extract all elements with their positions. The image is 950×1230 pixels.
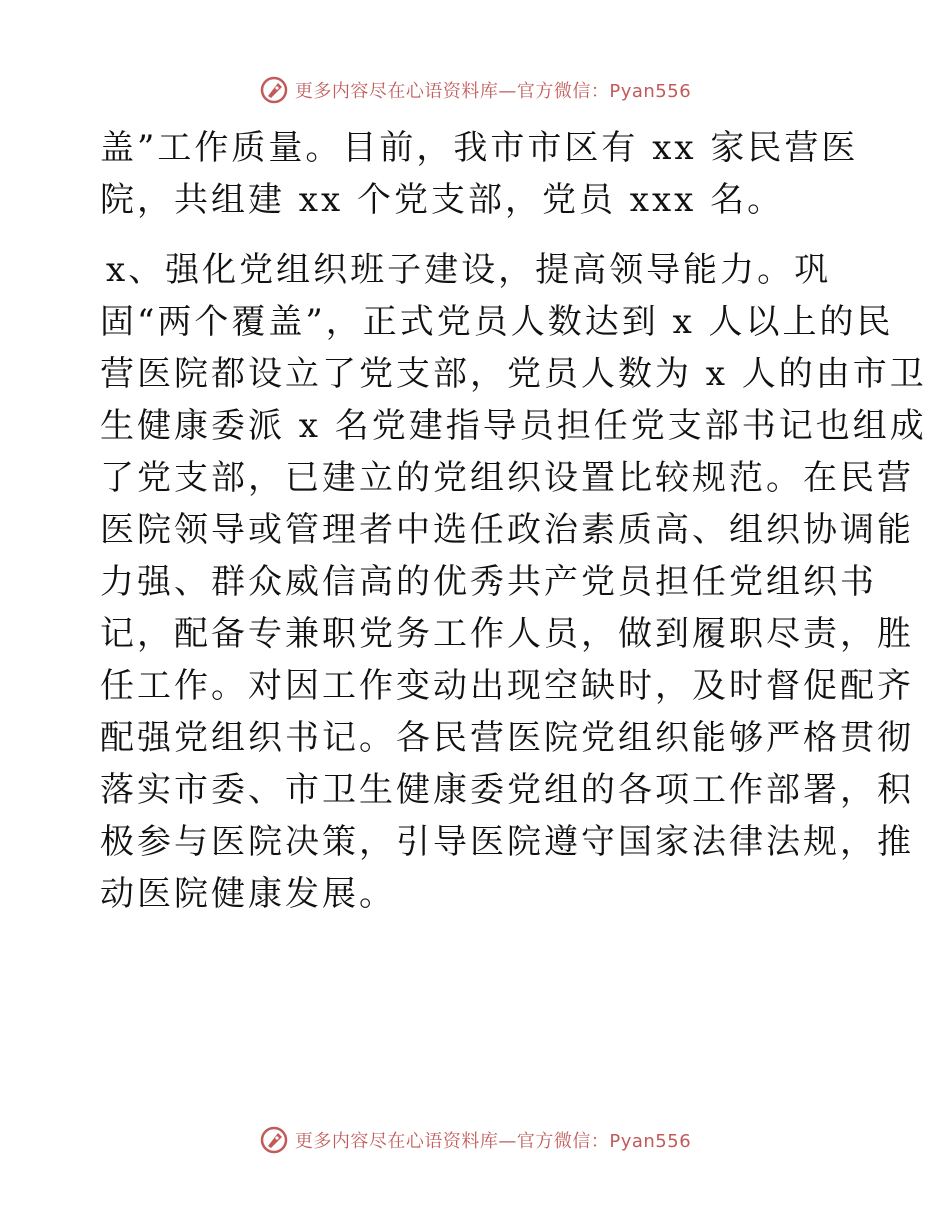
text-line: 固“两个覆盖”，正式党员人数达到 x 人以上的民 — [100, 302, 894, 342]
text-line: 院，共组建 xx 个党支部，党员 xxx 名。 — [100, 180, 785, 220]
pen-nib-logo-icon — [259, 75, 289, 105]
text-line: 医院领导或管理者中选任政治素质高、组织协调能 — [100, 510, 914, 550]
text-line: 落实市委、市卫生健康委党组的各项工作部署，积 — [100, 770, 914, 810]
header-watermark-banner — [0, 70, 950, 110]
text-line: 任工作。对因工作变动出现空缺时，及时督促配齐 — [100, 666, 914, 706]
text-line: 生健康委派 x 名党建指导员担任党支部书记也组成 — [100, 406, 927, 446]
paragraph-1 — [100, 122, 860, 226]
document-body — [100, 122, 927, 920]
paragraph-2 — [100, 244, 927, 920]
text-line: 记，配备专兼职党务工作人员，做到履职尽责，胜 — [100, 614, 914, 654]
footer-banner-text: 更多内容尽在心语资料库—官方微信：Pyan556 — [294, 1131, 692, 1152]
text-line: 极参与医院决策，引导医院遵守国家法律法规，推 — [100, 822, 914, 862]
header-banner-text: 更多内容尽在心语资料库—官方微信：Pyan556 — [294, 81, 692, 102]
text-line: 力强、群众威信高的优秀共产党员担任党组织书 — [100, 562, 877, 602]
text-line: 盖”工作质量。目前，我市市区有 xx 家民营医 — [100, 128, 859, 168]
text-line: 动医院健康发展。 — [100, 874, 396, 914]
pen-nib-logo-icon — [259, 1125, 289, 1155]
text-line: 营医院都设立了党支部，党员人数为 x 人的由市卫 — [100, 354, 927, 394]
footer-watermark-banner — [0, 1120, 950, 1160]
text-line: 了党支部，已建立的党组织设置比较规范。在民营 — [100, 458, 914, 498]
text-line: x、强化党组织班子建设，提高领导能力。巩 — [106, 250, 832, 290]
text-line: 配强党组织书记。各民营医院党组织能够严格贯彻 — [100, 718, 914, 758]
